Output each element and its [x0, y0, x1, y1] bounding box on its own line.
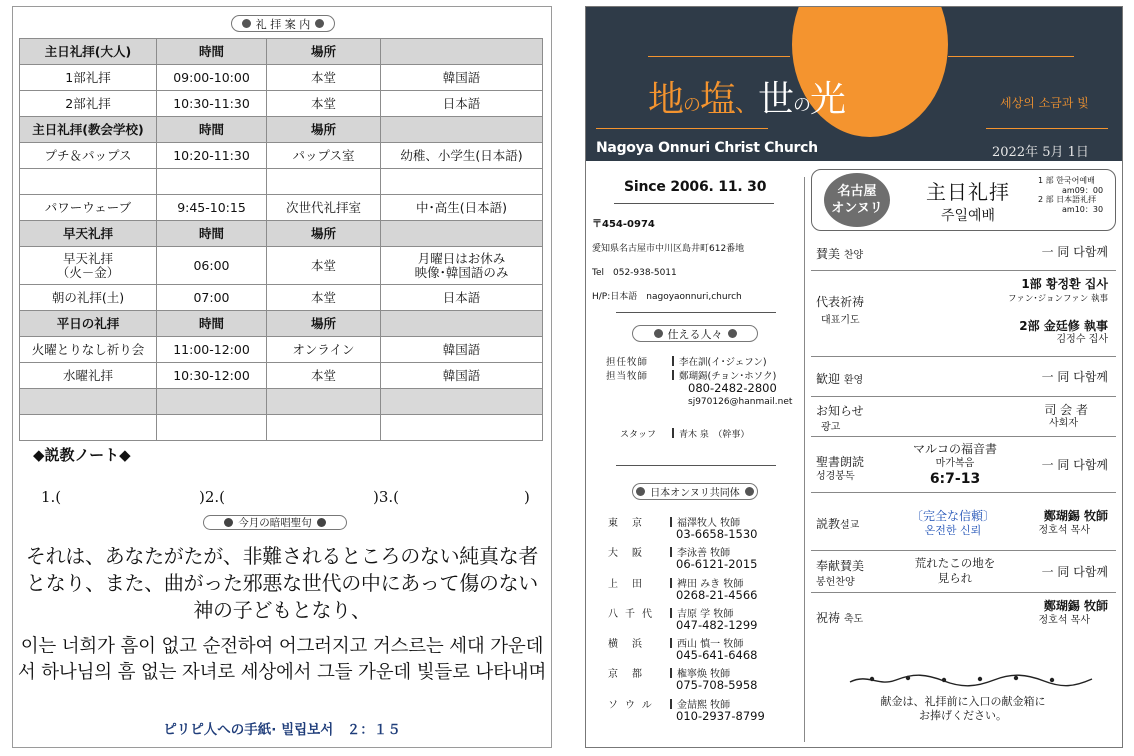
union-pill-label: 日本オンヌリ共同体 [650, 488, 740, 499]
schedule-cell: 10:30-12:00 [157, 363, 267, 389]
schedule-cell: 平日の礼拝 [20, 311, 157, 337]
order-item-label: 歓迎 환영 [816, 372, 864, 386]
union-city: 京都 [608, 669, 656, 681]
union-pastor: 吉原 学 牧師 [670, 605, 733, 620]
schedule-cell: 次世代礼拝室 [267, 195, 381, 221]
order-item [811, 357, 1116, 397]
offertory-song-line: 見られ [937, 571, 973, 585]
schedule-row [20, 143, 543, 169]
badge-line: オンヌリ [831, 201, 883, 216]
bullet-dot-icon [317, 518, 326, 527]
worship-guide-panel [12, 6, 552, 748]
schedule-row [20, 389, 543, 415]
schedule-cell [381, 415, 543, 441]
divider [614, 203, 774, 204]
order-title-jp: 主日礼拝 [926, 180, 1010, 204]
schedule-cell [157, 415, 267, 441]
sermon-blank-1: 1.( [41, 488, 62, 506]
pastor-row [606, 354, 767, 368]
pastor-name: 鄭瑚錫(チョン･ホソク) [679, 371, 777, 382]
sermon-blank-3: )3.( [373, 488, 400, 506]
bullet-dot-icon [636, 487, 645, 496]
bar-mark-icon [670, 699, 672, 709]
worship-schedule-body [20, 39, 543, 441]
title-char: 塩 [700, 79, 736, 120]
union-pill [632, 483, 758, 500]
flourish-ornament-icon [848, 671, 1094, 689]
union-city: 八千代 [608, 608, 659, 620]
schedule-cell: 幼稚、小学生(日本語) [381, 143, 543, 169]
schedule-cell [381, 389, 543, 415]
order-item-leader: 鄭瑚錫 牧師 [1043, 599, 1108, 613]
order-of-service [811, 233, 1116, 649]
banner-line [948, 56, 1074, 57]
union-tel: 047-482-1299 [676, 617, 758, 632]
order-item-label: 奉献賛美 [816, 559, 865, 573]
schedule-cell: 時間 [157, 221, 267, 247]
schedule-row [20, 247, 543, 285]
divider [616, 312, 776, 313]
schedule-cell [381, 39, 543, 65]
service-times [1038, 176, 1103, 214]
schedule-cell: 火曜とりなし祈り会 [20, 337, 157, 363]
order-item-leader: 司 会 者 [1044, 403, 1088, 417]
order-item [811, 593, 1116, 649]
bullet-dot-icon [315, 19, 324, 28]
schedule-cell: 06:00 [157, 247, 267, 285]
staff-row [620, 427, 749, 440]
order-item [811, 493, 1116, 551]
sermon-title-ko: 온전한 신뢰 [924, 524, 982, 537]
postal-code: 〒454-0974 [592, 219, 655, 230]
banner-line [648, 56, 790, 57]
order-item-sublabel: 봉헌찬양 [816, 577, 855, 588]
offering-line: お捧げください。 [919, 709, 1007, 722]
staff-label: スタッフ [620, 430, 657, 440]
bulletin-title [648, 71, 845, 122]
founded-date: Since 2006. 11. 30 [624, 179, 767, 195]
schedule-row [20, 91, 543, 117]
schedule-cell: 本堂 [267, 91, 381, 117]
schedule-cell: 韓国語 [381, 337, 543, 363]
bar-mark-icon [672, 428, 674, 438]
order-item-leader: 一 同 다함께 [1041, 370, 1108, 384]
schedule-cell: 早天礼拝 （火－金） [20, 247, 157, 285]
bulletin-panel [585, 6, 1123, 748]
union-church-item [608, 694, 808, 724]
schedule-row [20, 221, 543, 247]
union-church-item [608, 573, 808, 603]
scripture-book-ko: 마가복음 [935, 458, 975, 469]
address: 愛知県名古屋市中川区島井町612番地 [592, 244, 745, 254]
schedule-cell [157, 169, 267, 195]
union-city: 横浜 [608, 639, 656, 651]
pastor-row [606, 368, 776, 382]
sermon-note-title: ◆説教ノート◆ [33, 446, 131, 464]
schedule-row [20, 363, 543, 389]
pastor-tel: 080-2482-2800 [688, 381, 777, 395]
schedule-cell: 時間 [157, 39, 267, 65]
order-item-label: 代表祈祷 [816, 295, 865, 309]
offering-line: 献金は、礼拝前に入口の献金箱に [880, 695, 1046, 708]
order-item-leader: 一 同 다함께 [1041, 565, 1108, 579]
schedule-cell: 9:45-10:15 [157, 195, 267, 221]
schedule-row [20, 39, 543, 65]
schedule-cell: 場所 [267, 221, 381, 247]
schedule-cell: 月曜日はお休み 映像･韓国語のみ [381, 247, 543, 285]
memory-verse-korean: 이는 너희가 흠이 없고 순전하여 어그러지고 거스르는 세대 가운데서 하나님의 흠 없는 자녀로 세상에서 그들 가운데 빛들로 나타내며 [17, 636, 547, 683]
bullet-dot-icon [654, 329, 663, 338]
union-church-item [608, 663, 808, 693]
service-time-line: am09：00 [1062, 185, 1104, 195]
order-item-leader: 鄭瑚錫 牧師 [1043, 509, 1108, 523]
schedule-cell: 場所 [267, 117, 381, 143]
order-item-leader: 一 同 다함께 [1041, 245, 1108, 259]
verse-pill [203, 515, 347, 530]
order-item-leader-sub: ファン･ジョンファン 執事 [1008, 294, 1108, 304]
schedule-cell [267, 389, 381, 415]
verse-pill-label: 今月の暗唱聖句 [238, 517, 312, 529]
order-item-label: 聖書朗読 [816, 455, 865, 469]
title-char: 光 [810, 79, 846, 120]
memory-verse-reference: ピリピ人への手紙· 빌립보서 ２：１５ [163, 722, 401, 738]
schedule-pill [231, 15, 335, 32]
schedule-cell: 日本語 [381, 285, 543, 311]
union-city: ソウル [608, 699, 659, 711]
order-item-leader-sub: 김정수 집사 [1056, 334, 1108, 345]
schedule-cell [381, 117, 543, 143]
schedule-cell: 10:30-11:30 [157, 91, 267, 117]
schedule-cell: オンライン [267, 337, 381, 363]
order-item-sublabel: 대표기도 [821, 315, 860, 326]
schedule-cell: 早天礼拝 [20, 221, 157, 247]
union-church-item [608, 633, 808, 663]
church-badge [824, 173, 890, 227]
order-item-leader-sub: 정호석 목사 [1038, 615, 1090, 626]
servants-pill [632, 325, 758, 342]
bar-mark-icon [670, 638, 672, 648]
schedule-row [20, 169, 543, 195]
schedule-row [20, 195, 543, 221]
title-char: 地 [648, 79, 684, 120]
bar-mark-icon [670, 547, 672, 557]
bar-mark-icon [670, 608, 672, 618]
banner-line [986, 128, 1108, 129]
order-item-sublabel: 성경봉독 [816, 471, 855, 482]
schedule-cell: 本堂 [267, 363, 381, 389]
order-item-label: お知らせ [816, 404, 864, 418]
order-item-label: 賛美 찬양 [816, 247, 864, 261]
union-pastor: 金喆熙 牧師 [670, 696, 730, 711]
schedule-cell [20, 389, 157, 415]
schedule-cell [267, 415, 381, 441]
schedule-row [20, 415, 543, 441]
schedule-cell: 1部礼拝 [20, 65, 157, 91]
schedule-row [20, 337, 543, 363]
order-item-label: 説教설교 [816, 517, 860, 531]
offertory-song-line: 荒れたこの地を [914, 556, 996, 570]
schedule-cell: 場所 [267, 311, 381, 337]
order-item [811, 233, 1116, 271]
badge-line: 名古屋 [837, 184, 877, 199]
worship-schedule-table [19, 38, 543, 441]
bullet-dot-icon [728, 329, 737, 338]
union-church-item [608, 542, 808, 572]
schedule-cell: パップス室 [267, 143, 381, 169]
pastor-role: 担任牧師 [606, 357, 649, 368]
order-title-ko: 주일예배 [940, 208, 996, 224]
schedule-cell: 07:00 [157, 285, 267, 311]
order-item [811, 551, 1116, 593]
schedule-cell: 場所 [267, 39, 381, 65]
memory-verse-japanese: それは、あなたがたが、非難されるところのない純真な者となり、また、曲がった邪悪な世代の中にあって傷のない神の子どもとなり、 [25, 544, 539, 622]
order-item-leader-sub: 사회자 [1049, 418, 1078, 429]
sermon-blank-end: ) [524, 488, 530, 506]
pastor-role: 担当牧師 [606, 371, 649, 382]
bullet-dot-icon [224, 518, 233, 527]
order-item-leader: 1部 황정환 집사 [1021, 277, 1108, 291]
order-item [811, 397, 1116, 437]
schedule-cell: 水曜礼拝 [20, 363, 157, 389]
pastor-email: sj970126@hanmail.net [688, 397, 793, 407]
union-pastor: 権寧焕 牧師 [670, 665, 730, 680]
schedule-cell: 時間 [157, 311, 267, 337]
schedule-row [20, 65, 543, 91]
homepage: H/P:日本語 nagoyaonnuri,church [592, 292, 742, 302]
service-time-line: 2 部 日本語礼拝 [1038, 195, 1097, 204]
bar-mark-icon [670, 517, 672, 527]
schedule-cell: プチ＆パップス [20, 143, 157, 169]
union-tel: 0268-21-4566 [676, 587, 758, 602]
schedule-cell: 主日礼拝(大人) [20, 39, 157, 65]
servants-pill-label: 仕える人々 [667, 327, 723, 341]
bulletin-banner [586, 7, 1122, 161]
bullet-dot-icon [242, 19, 251, 28]
sermon-blank-2: )2.( [199, 488, 226, 506]
service-time-line: 1 部 한국어예배 [1038, 176, 1095, 185]
union-city: 大阪 [608, 548, 656, 560]
schedule-cell [20, 169, 157, 195]
schedule-cell [381, 311, 543, 337]
order-item [811, 271, 1116, 357]
schedule-cell: 11:00-12:00 [157, 337, 267, 363]
union-church-item [608, 603, 808, 633]
scripture-verse: 6:7-13 [929, 471, 981, 487]
bulletin-title-korean: 세상의 소금과 빛 [1000, 96, 1089, 110]
offering-note [818, 695, 1108, 723]
bulletin-date: 2022年 5月 1日 [992, 145, 1089, 160]
order-item-sublabel: 광고 [821, 422, 841, 433]
column-separator [804, 177, 805, 742]
phone: Tel 052-938-5011 [592, 268, 677, 278]
schedule-cell: 朝の礼拝(土) [20, 285, 157, 311]
schedule-row [20, 117, 543, 143]
schedule-cell: 主日礼拝(教会学校) [20, 117, 157, 143]
schedule-cell: 日本語 [381, 91, 543, 117]
banner-line [596, 128, 768, 129]
schedule-cell [157, 389, 267, 415]
union-city: 上田 [608, 578, 656, 590]
union-city: 東京 [608, 518, 656, 529]
union-tel: 06-6121-2015 [676, 557, 758, 572]
service-time-line: am10：30 [1062, 204, 1104, 214]
bar-mark-icon [670, 668, 672, 678]
pastor-name: 李在訓(イ･ジェフン) [679, 357, 767, 368]
union-pastor: 西山 慎一 牧師 [670, 635, 743, 650]
title-char: 、 [735, 89, 759, 117]
schedule-cell [381, 221, 543, 247]
schedule-cell: パワーウェーブ [20, 195, 157, 221]
sermon-title-jp: 〔完全な信頼〕 [910, 509, 995, 523]
schedule-cell [20, 415, 157, 441]
order-item-leader-sub: 정호석 목사 [1038, 525, 1090, 536]
union-pastor: 李泳善 牧師 [670, 544, 730, 559]
union-tel: 010-2937-8799 [676, 708, 765, 723]
union-tel: 03-6658-1530 [676, 527, 758, 541]
order-item-leader: 一 同 다함께 [1041, 458, 1108, 472]
bar-mark-icon [672, 370, 674, 380]
bar-mark-icon [672, 356, 674, 366]
schedule-cell: 韓国語 [381, 363, 543, 389]
order-header [811, 169, 1116, 231]
schedule-cell [267, 169, 381, 195]
church-name: Nagoya Onnuri Christ Church [596, 140, 818, 156]
divider [616, 465, 776, 466]
schedule-pill-label: 礼 拝 案 内 [255, 17, 311, 31]
schedule-cell: 韓国語 [381, 65, 543, 91]
union-pastor: 裨田 みき 牧師 [670, 575, 743, 590]
union-church-item [608, 512, 808, 542]
union-tel: 075-708-5958 [676, 678, 758, 693]
schedule-cell: 2部礼拝 [20, 91, 157, 117]
staff-name: 青木 泉 （幹事） [679, 430, 750, 440]
union-pastor: 福澤牧人 牧師 [670, 514, 740, 529]
schedule-row [20, 311, 543, 337]
schedule-cell: 本堂 [267, 65, 381, 91]
union-church-list [608, 512, 808, 724]
union-tel: 045-641-6468 [676, 648, 758, 663]
order-item-leader: 2部 金廷修 執事 [1019, 319, 1108, 333]
schedule-cell: 10:20-11:30 [157, 143, 267, 169]
title-char: の [683, 95, 701, 116]
schedule-cell: 本堂 [267, 247, 381, 285]
bullet-dot-icon [745, 487, 754, 496]
title-char: 世 [758, 79, 794, 120]
schedule-cell [381, 169, 543, 195]
schedule-row [20, 285, 543, 311]
schedule-cell: 09:00-10:00 [157, 65, 267, 91]
bar-mark-icon [670, 578, 672, 588]
schedule-cell: 中･高生(日本語) [381, 195, 543, 221]
scripture-book-jp: マルコの福音書 [912, 442, 997, 456]
title-char: の [793, 95, 811, 116]
schedule-cell: 本堂 [267, 285, 381, 311]
order-item-label: 祝祷 축도 [816, 611, 864, 625]
order-title [908, 176, 1028, 225]
schedule-cell: 時間 [157, 117, 267, 143]
order-item [811, 437, 1116, 493]
